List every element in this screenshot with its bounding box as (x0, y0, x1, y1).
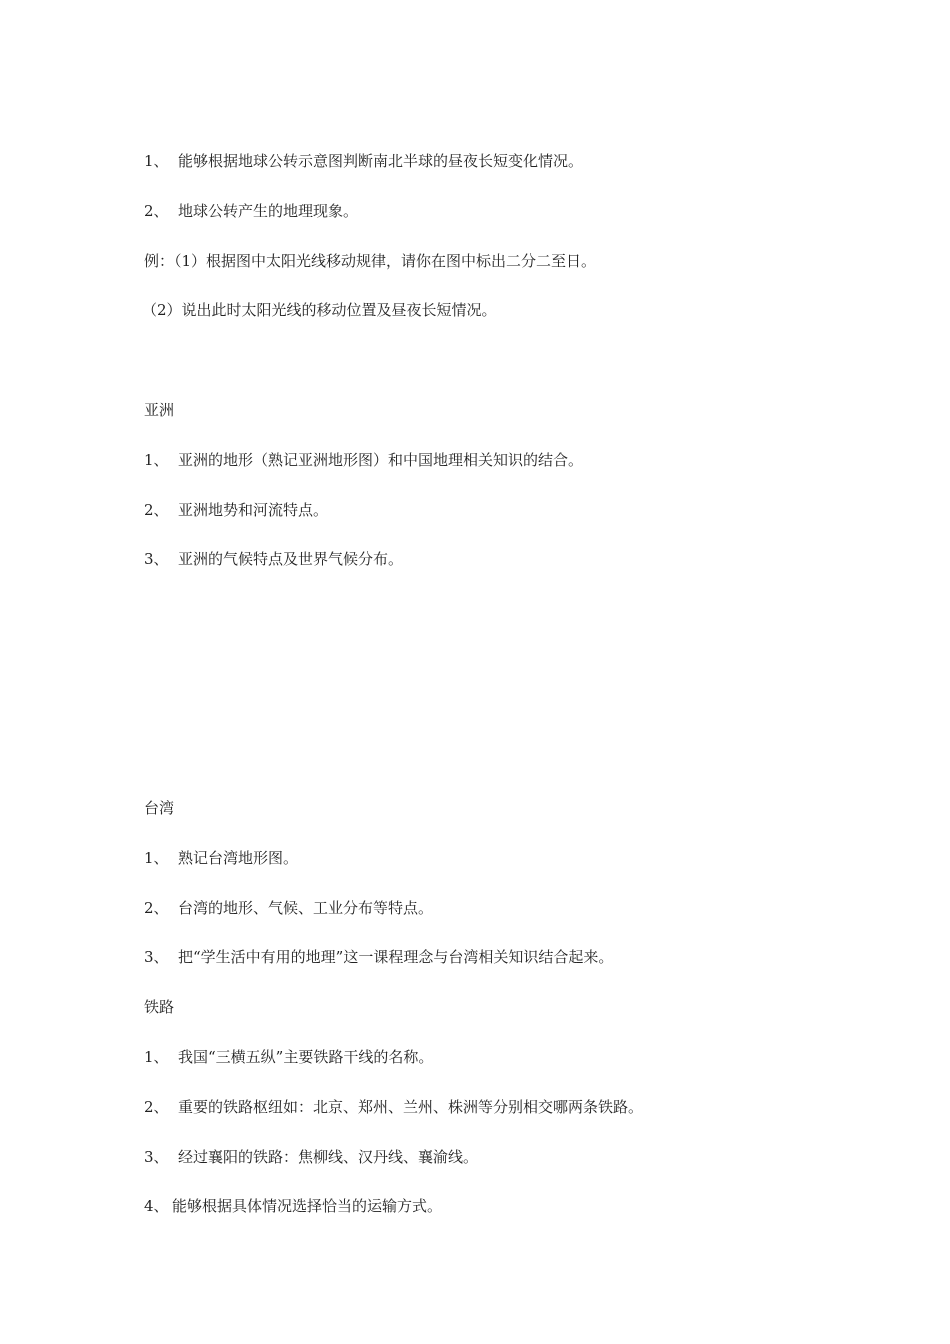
list-item-text: 把“学生活中有用的地理”这一课程理念与台湾相关知识结合起来。 (178, 948, 614, 966)
list-item-number: 2、 (144, 501, 169, 519)
list-item (144, 947, 613, 967)
list-item-number: 3、 (144, 1148, 169, 1166)
list-item-text: 熟记台湾地形图。 (178, 849, 299, 867)
list-item-text: 我国“三横五纵”主要铁路干线的名称。 (178, 1048, 434, 1066)
list-item-text: 能够根据具体情况选择恰当的运输方式。 (172, 1197, 443, 1215)
section-heading-taiwan: 台湾 (144, 799, 175, 817)
list-item-text: 能够根据地球公转示意图判断南北半球的昼夜长短变化情况。 (178, 152, 584, 170)
list-item-number: 3、 (144, 948, 169, 966)
list-item-text: 亚洲地势和河流特点。 (178, 501, 329, 519)
list-item-text: 台湾的地形、气候、工业分布等特点。 (178, 899, 434, 917)
list-item-text: 亚洲的地形（熟记亚洲地形图）和中国地理相关知识的结合。 (178, 451, 584, 469)
list-item-text: 亚洲的气候特点及世界气候分布。 (178, 550, 404, 568)
list-item (144, 1047, 433, 1067)
list-item-text: 重要的铁路枢纽如：北京、郑州、兰州、株洲等分别相交哪两条铁路。 (178, 1098, 644, 1116)
list-item-text: 经过襄阳的铁路：焦柳线、汉丹线、襄渝线。 (178, 1148, 479, 1166)
list-item (144, 848, 298, 868)
section-heading-railway: 铁路 (144, 998, 175, 1016)
list-item (144, 500, 328, 520)
list-item-number: 1、 (144, 849, 169, 867)
list-item-number: 1、 (144, 451, 169, 469)
list-item-number: 2、 (144, 1098, 169, 1116)
example-line-2: （2）说出此时太阳光线的移动位置及昼夜长短情况。 (142, 301, 497, 319)
list-item (144, 1196, 442, 1216)
list-item (144, 151, 583, 171)
list-item-text: 地球公转产生的地理现象。 (178, 202, 359, 220)
list-item-number: 3、 (144, 550, 169, 568)
list-item (144, 898, 433, 918)
list-item (144, 549, 403, 569)
list-item (144, 1147, 478, 1167)
list-item-number: 2、 (144, 202, 169, 220)
list-item-number: 4、 (144, 1197, 169, 1215)
list-item-number: 1、 (144, 152, 169, 170)
list-item (144, 450, 583, 470)
section-heading-asia: 亚洲 (144, 401, 175, 419)
example-line-1: 例：（1）根据图中太阳光线移动规律，请你在图中标出二分二至日。 (144, 252, 597, 270)
list-item-number: 2、 (144, 899, 169, 917)
list-item (144, 1097, 643, 1117)
list-item-number: 1、 (144, 1048, 169, 1066)
list-item (144, 201, 358, 221)
